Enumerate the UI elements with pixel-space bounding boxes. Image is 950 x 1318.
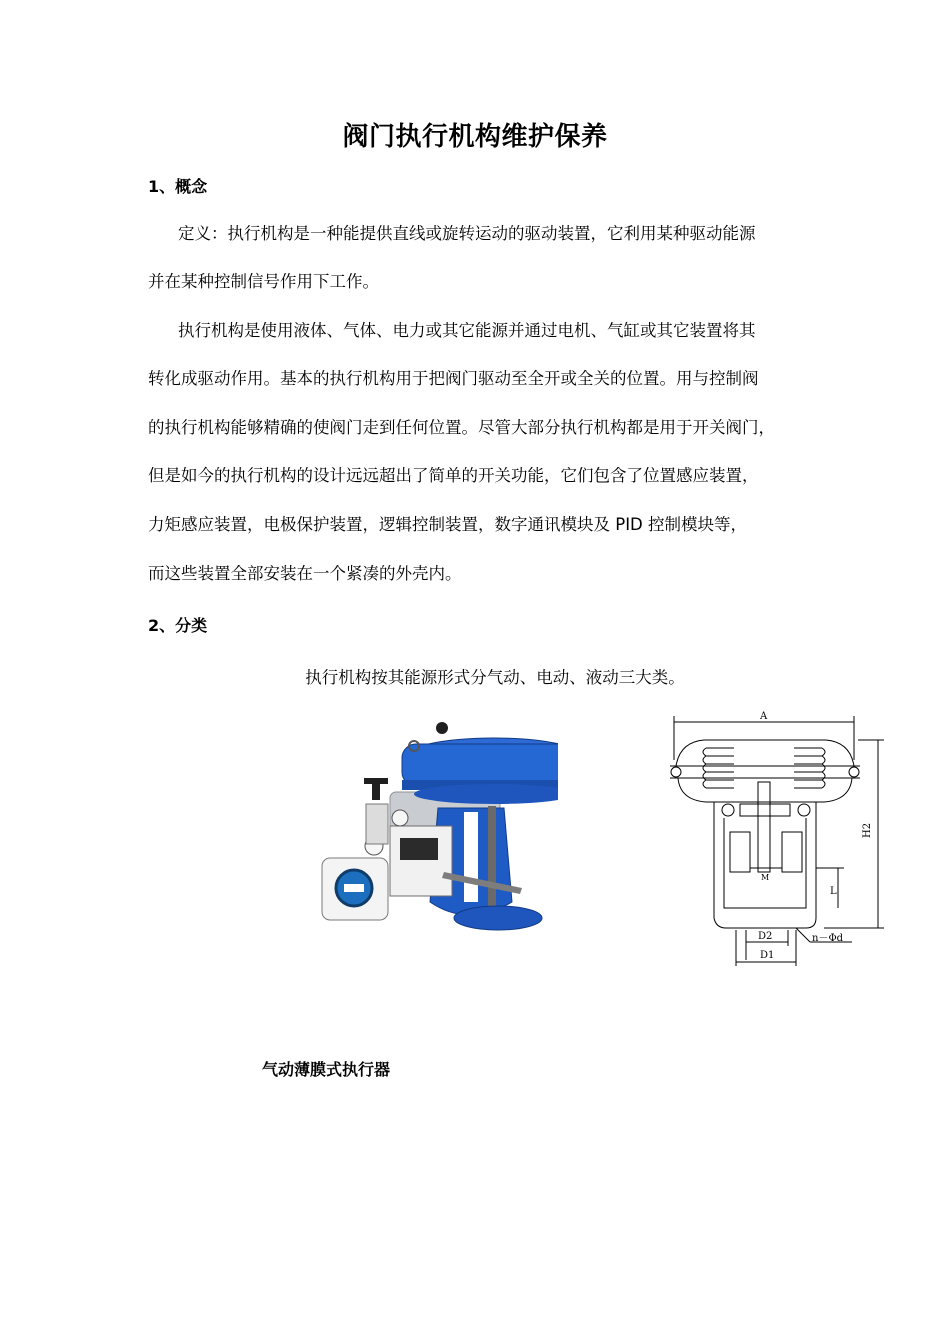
paragraph-line: 转化成驱动作用。基本的执行机构用于把阀门驱动至全开或全关的位置。用与控制阀	[148, 369, 759, 388]
drawing-label-m: M	[761, 873, 770, 882]
paragraph-line: 但是如今的执行机构的设计远远超出了简单的开关功能，它们包含了位置感应装置，	[148, 466, 759, 485]
paragraph-line: 执行机构是使用液体、气体、电力或其它能源并通过电机、气缸或其它装置将其	[178, 321, 756, 340]
drawing-label-l: L	[830, 886, 837, 897]
paragraph-line: 定义：执行机构是一种能提供直线或旋转运动的驱动装置，它利用某种驱动能源	[178, 224, 756, 243]
section-heading-classification: 2、分类	[148, 616, 208, 635]
drawing-label-h2: H2	[862, 822, 873, 838]
actuator-dimension-drawing	[666, 708, 888, 968]
actuator-photo	[318, 722, 558, 940]
paragraph-line: 力矩感应装置，电极保护装置，逻辑控制装置，数字通讯模块及 PID 控制模块等，	[148, 515, 748, 534]
drawing-label-d1: D1	[760, 950, 775, 961]
section-heading-concept: 1、概念	[148, 177, 208, 196]
classification-sentence: 执行机构按其能源形式分气动、电动、液动三大类。	[305, 668, 685, 687]
paragraph-line: 的执行机构能够精确的使阀门走到任何位置。尽管大部分执行机构都是用于开关阀门，	[148, 418, 775, 437]
paragraph-line: 并在某种控制信号作用下工作。	[148, 272, 379, 291]
page-title: 阀门执行机构维护保养	[342, 122, 608, 152]
figure-caption: 气动薄膜式执行器	[262, 1060, 391, 1079]
drawing-label-a: A	[760, 711, 768, 722]
paragraph-line: 而这些装置全部安装在一个紧凑的外壳内。	[148, 564, 462, 583]
drawing-label-n: n－Φd	[812, 933, 844, 944]
drawing-label-d2: D2	[758, 931, 773, 942]
